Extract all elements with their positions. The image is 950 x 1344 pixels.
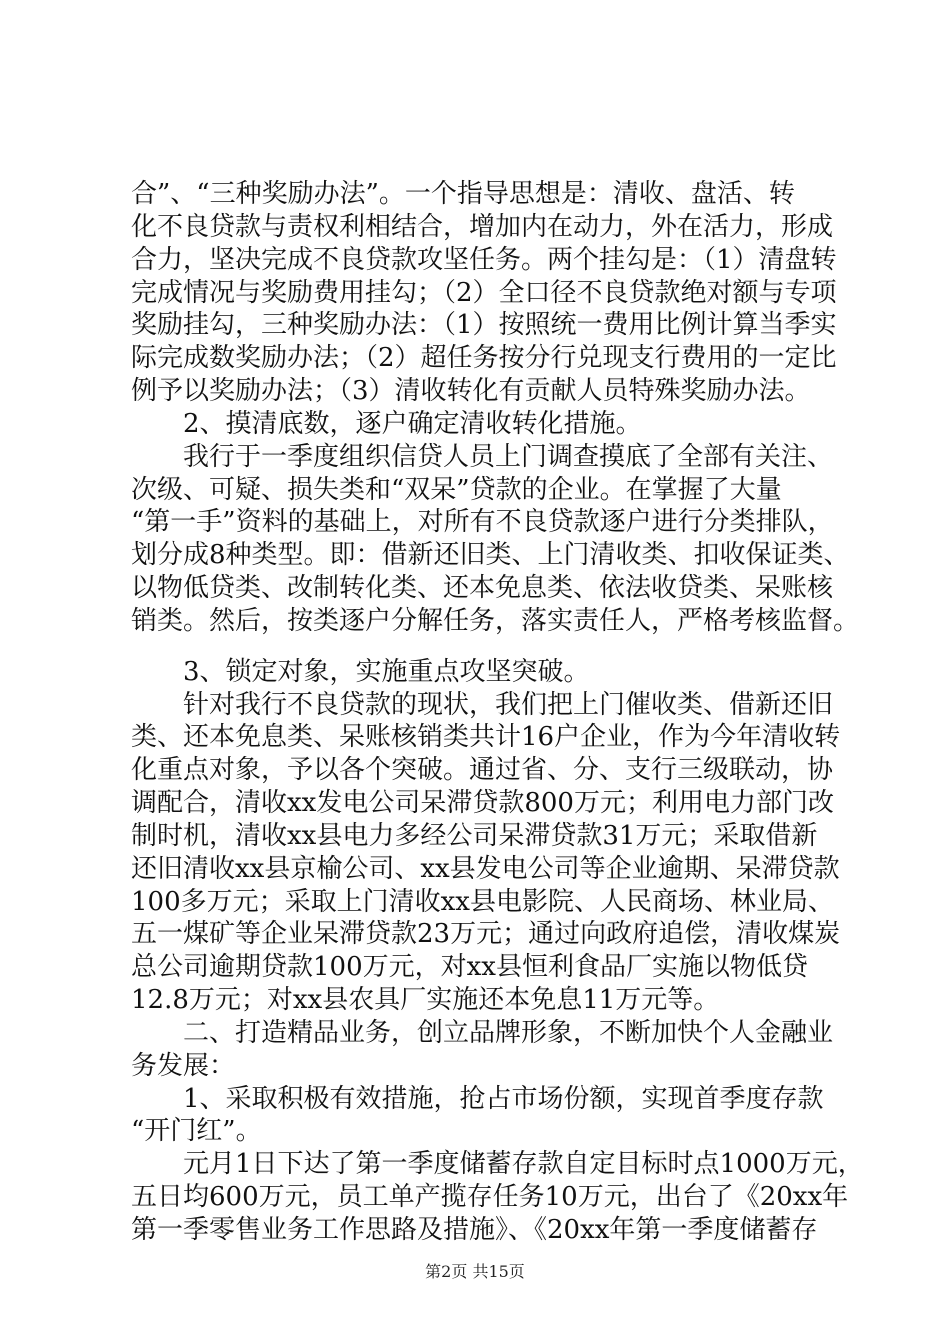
text-line: 针对我行不良贷款的现状，我们把上门催收类、借新还旧 (131, 690, 834, 720)
text-line: 际完成数奖励办法；（2）超任务按分行兑现支行费用的一定比 (131, 343, 837, 373)
text-line: 五日均600万元，员工单产揽存任务10万元，出台了《20xx年 (131, 1182, 849, 1212)
text-line: 务发展： (131, 1051, 236, 1081)
text-line: 我行于一季度组织信贷人员上门调查摸底了全部有关注、 (131, 442, 834, 472)
section-heading: 二、打造精品业务，创立品牌形象，不断加快个人金融业 (131, 1018, 834, 1048)
text-line: 销类。然后，按类逐户分解任务，落实责任人，严格考核监督。 (131, 606, 860, 636)
text-line: 奖励挂勾，三种奖励办法：（1）按照统一费用比例计算当季实 (131, 310, 837, 340)
text-line: 完成情况与奖励费用挂勾；（2）全口径不良贷款绝对额与专项 (131, 278, 837, 308)
text-line: 化不良贷款与责权利相结合，增加内在动力，外在活力，形成 (131, 212, 834, 242)
section-heading: 2、摸清底数，逐户确定清收转化措施。 (131, 409, 642, 439)
page-number: 第2页 共15页 (425, 1262, 525, 1281)
text-line: 次级、可疑、损失类和“双呆”贷款的企业。在掌握了大量 (131, 475, 782, 505)
text-line: “开门红”。 (131, 1116, 262, 1146)
text-line: 合力，坚决完成不良贷款攻坚任务。两个挂勾是：（1）清盘转 (131, 245, 837, 275)
text-line: 还旧清收xx县京榆公司、xx县发电公司等企业逾期、呆滞贷款 (131, 854, 840, 884)
text-line: 100多万元；采取上门清收xx县电影院、人民商场、林业局、 (131, 887, 834, 917)
section-heading: 3、锁定对象，实施重点攻坚突破。 (131, 657, 590, 687)
text-line: 类、还本免息类、呆账核销类共计16户企业，作为今年清收转 (131, 722, 841, 752)
text-line: 调配合，清收xx发电公司呆滞贷款800万元；利用电力部门改 (131, 788, 834, 818)
text-line: 元月1日下达了第一季度储蓄存款自定目标时点1000万元， (131, 1149, 864, 1179)
text-line: 化重点对象，予以各个突破。通过省、分、支行三级联动，协 (131, 755, 834, 785)
text-line: 以物低贷类、改制转化类、还本免息类、依法收贷类、呆账核 (131, 573, 834, 603)
text-line: 例予以奖励办法；（3）清收转化有贡献人员特殊奖励办法。 (131, 376, 811, 406)
text-line: “第一手”资料的基础上，对所有不良贷款逐户进行分类排队， (131, 507, 834, 537)
text-line: 合”、“三种奖励办法”。一个指导思想是：清收、盘活、转 (131, 179, 795, 209)
text-line: 划分成8种类型。即：借新还旧类、上门清收类、扣收保证类、 (131, 540, 850, 570)
text-line: 制时机，清收xx县电力多经公司呆滞贷款31万元；采取借新 (131, 821, 818, 851)
text-line: 12.8万元；对xx县农具厂实施还本免息11万元等。 (131, 985, 720, 1015)
text-line: 五一煤矿等企业呆滞贷款23万元；通过向政府追偿，清收煤炭 (131, 919, 841, 949)
text-line: 第一季零售业务工作思路及措施》、《20xx年第一季度储蓄存 (131, 1215, 818, 1245)
section-heading: 1、采取积极有效措施，抢占市场份额，实现首季度存款 (131, 1084, 824, 1114)
text-line: 总公司逾期贷款100万元，对xx县恒利食品厂实施以物低贷 (131, 952, 808, 982)
